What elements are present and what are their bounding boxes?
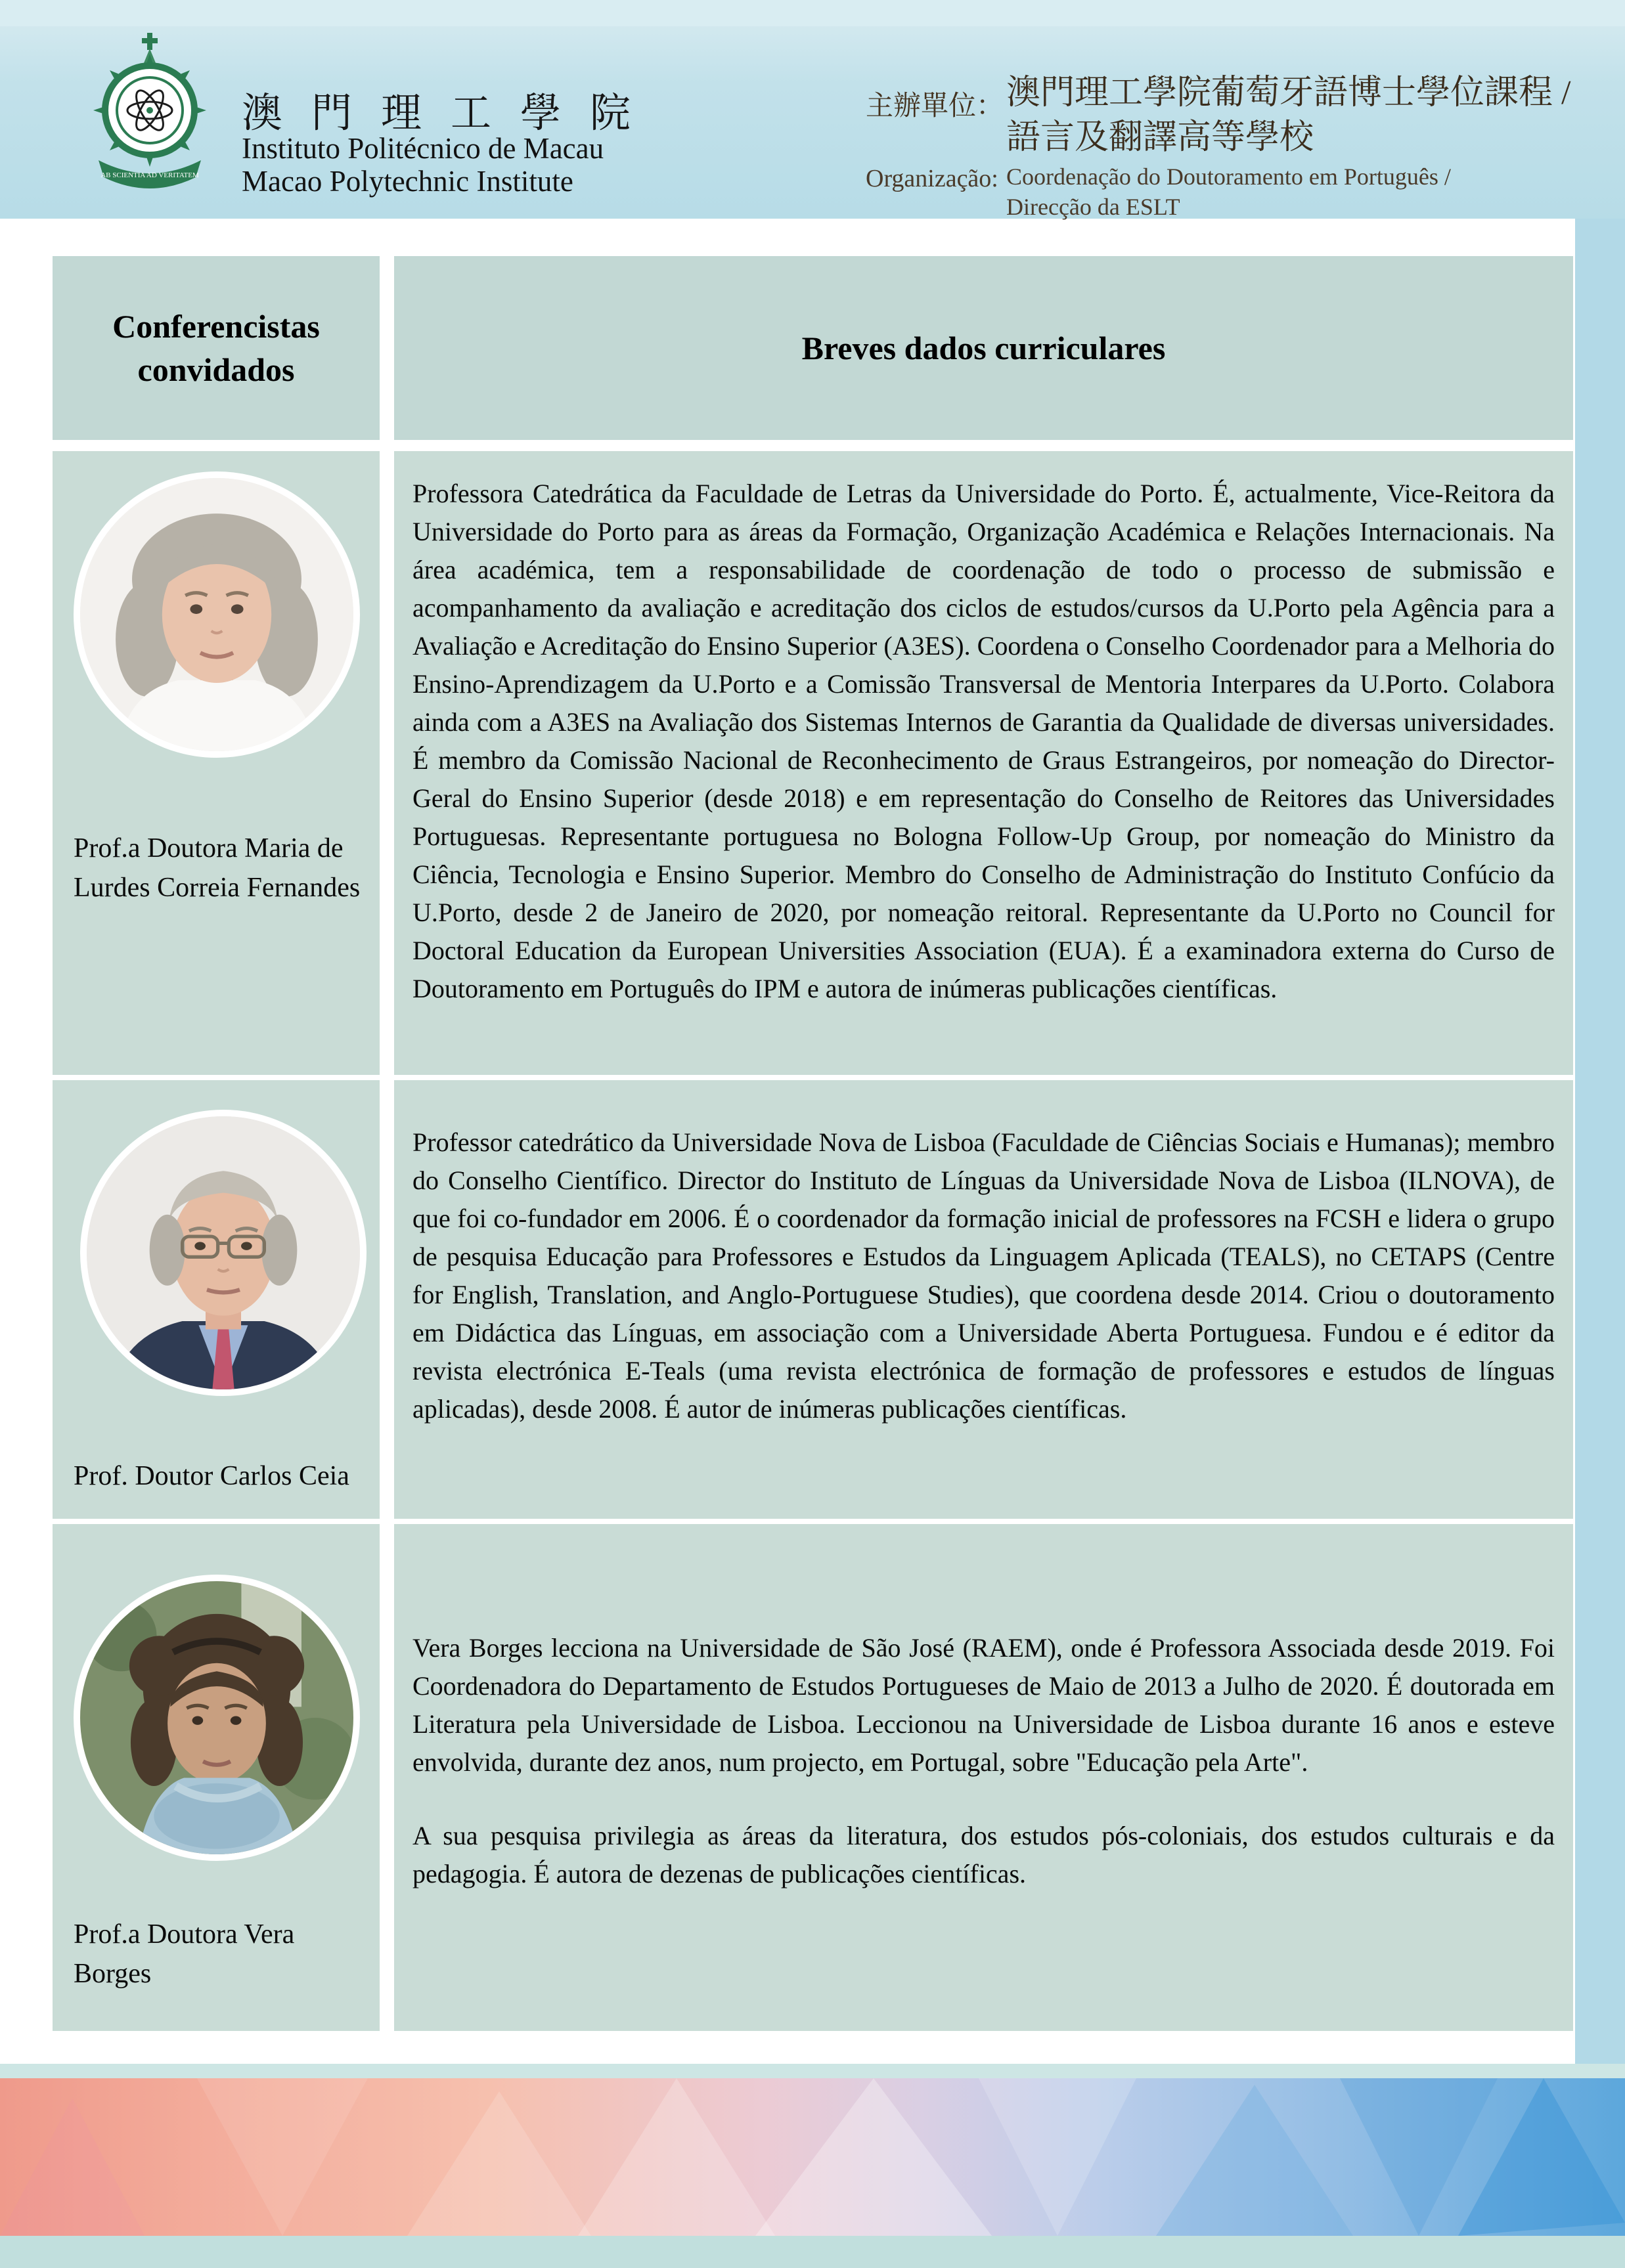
bio-text bbox=[394, 1524, 1573, 2031]
bio-paragraph: Vera Borges lecciona na Universidade de São José (RAEM), onde é Professora Associada desde 2019. Foi Coordenadora do Departamento de Estudos Portugueses de Maio de 2013 a Julho de 2020. É doutorada em Literatura pela Universidade de Lisboa. Leccionou na Universidade de Lisboa durante 16 anos e esteve envolvida, durante dez anos, num projecto, em Portugal, sobre "Educação pela Arte". bbox=[412, 1633, 1555, 1777]
header-top-strip bbox=[0, 0, 1625, 26]
organizer-pt-line1: Coordenação do Doutoramento em Português / bbox=[1006, 164, 1451, 190]
table-row-bio-cell bbox=[394, 1524, 1573, 2031]
institute-title-en: Macao Polytechnic Institute bbox=[242, 165, 573, 198]
organizer-names-pt bbox=[1006, 162, 1466, 222]
right-margin-strip bbox=[1575, 219, 1625, 2064]
conference-banner bbox=[0, 2078, 1625, 2236]
portrait-maria-photo bbox=[74, 471, 360, 758]
organizer-label-zh: 主辦單位： bbox=[866, 91, 1004, 121]
institute-title-pt: Instituto Politécnico de Macau bbox=[242, 132, 604, 165]
organizer-zh-line2: 語言及翻譯高等學校 bbox=[1006, 119, 1314, 156]
bio-paragraph: Professor catedrático da Universidade Nova de Lisboa (Faculdade de Ciências Sociais e Humanas); membro do Conselho Científico. Director do Instituto de Línguas da Universidade Nova de Lisboa (ILNOVA), de que foi co-fundador em 2006. É o coordenador da formação inicial de professores na FCSH e lidera o grupo de pesquisa Educação para Professores e Estudos da Linguagem Aplicada (TEALS), no CETAPS (Centre for English, Translation, and Anglo-Portuguese Studies), que coordena desde 2014. Criou o doutoramento em Didáctica das Línguas, em associação com a Universidade Aberta Portuguesa. Fundou e é editor da revista electrónica E-Teals (uma revista electrónica de formação de professores e estudos de línguas aplicadas), desde 2008. É autor de inúmeras publicações científicas. bbox=[412, 1127, 1555, 1424]
portrait-vera-photo bbox=[74, 1575, 360, 1861]
institution-header bbox=[0, 0, 1625, 219]
table-row-bio-cell bbox=[394, 451, 1573, 1075]
banner-geometric-pattern bbox=[0, 2078, 1625, 2236]
institute-title-zh: 澳門理工學院 bbox=[242, 91, 660, 136]
speaker-name: Prof. Doutor Carlos Ceia bbox=[74, 1461, 349, 1491]
logo-motto-text: AB SCIENTIA AD VERITATEM bbox=[100, 171, 199, 179]
bios-header-label: Breves dados curriculares bbox=[801, 330, 1166, 366]
bio-paragraph: A sua pesquisa privilegia as áreas da literatura, dos estudos pós-coloniais, dos estudos culturais e da pedagogia. É autora de dezenas de publicações científicas. bbox=[412, 1821, 1555, 1888]
footer-bottom-strip bbox=[0, 2236, 1625, 2268]
mpi-crest-logo-icon bbox=[84, 32, 215, 197]
bio-paragraph: Professora Catedrática da Faculdade de Letras da Universidade do Porto. É, actualmente, Vice-Reitora da Universidade do Porto para as áreas da Formação, Organização Académica e Relações Internacionais. Na área académica, tem a responsabilidade de coordenação de todo o processo de submissão e acompanhamento da avaliação e acreditação dos ciclos de estudos/cursos da U.Porto pela Agência para a Avaliação e Acreditação do Ensino Superior (A3ES). Coordena o Conselho Coordenador para a Melhoria do Ensino-Aprendizagem da U.Porto e a Comissão Transversal de Mentoria Interpares da U.Porto. Colabora ainda com a A3ES na Avaliação dos Sistemas Internos de Garantia da Qualidade de diversas universidades. É membro da Comissão Nacional de Reconhecimento de Graus Estrangeiros, por nomeação do Director-Geral do Ensino Superior (desde 2018) e em representação do Conselho de Reitores das Universidades Portuguesas. Representante portuguesa no Bologna Follow-Up Group, por nomeação do Ministro da Ciência, Tecnologia e Ensino Superior. Membro do Conselho de Administração do Instituto Confúcio da U.Porto, desde 2 de Janeiro de 2020, por nomeação reitoral. Representante da U.Porto no Council for Doctoral Education da European Universities Association (EUA). É a examinadora externa do Curso de Doutoramento em Português do IPM e autora de inúmeras publicações científicas. bbox=[412, 479, 1555, 1003]
speaker-name: Prof.a Doutora Vera Borges bbox=[74, 1919, 295, 1989]
organizer-label-pt: Organização: bbox=[866, 165, 998, 192]
organizer-zh-line1: 澳門理工學院葡萄牙語博士學位課程 / bbox=[1006, 74, 1571, 112]
portrait-carlos-photo bbox=[80, 1110, 367, 1396]
bio-text bbox=[394, 451, 1573, 1075]
table-row-bio-cell bbox=[394, 1080, 1573, 1519]
table-header-bios bbox=[394, 256, 1573, 440]
organizer-pt-line2: Direcção da ESLT bbox=[1006, 194, 1180, 220]
table-header-speakers bbox=[53, 256, 380, 440]
speaker-name: Prof.a Doutora Maria de Lurdes Correia Fernandes bbox=[74, 833, 361, 903]
bio-text bbox=[394, 1080, 1573, 1519]
speakers-header-label: Conferencistas convidados bbox=[112, 308, 320, 388]
footer-top-strip bbox=[0, 2064, 1625, 2078]
organizer-names-zh bbox=[1006, 71, 1571, 160]
